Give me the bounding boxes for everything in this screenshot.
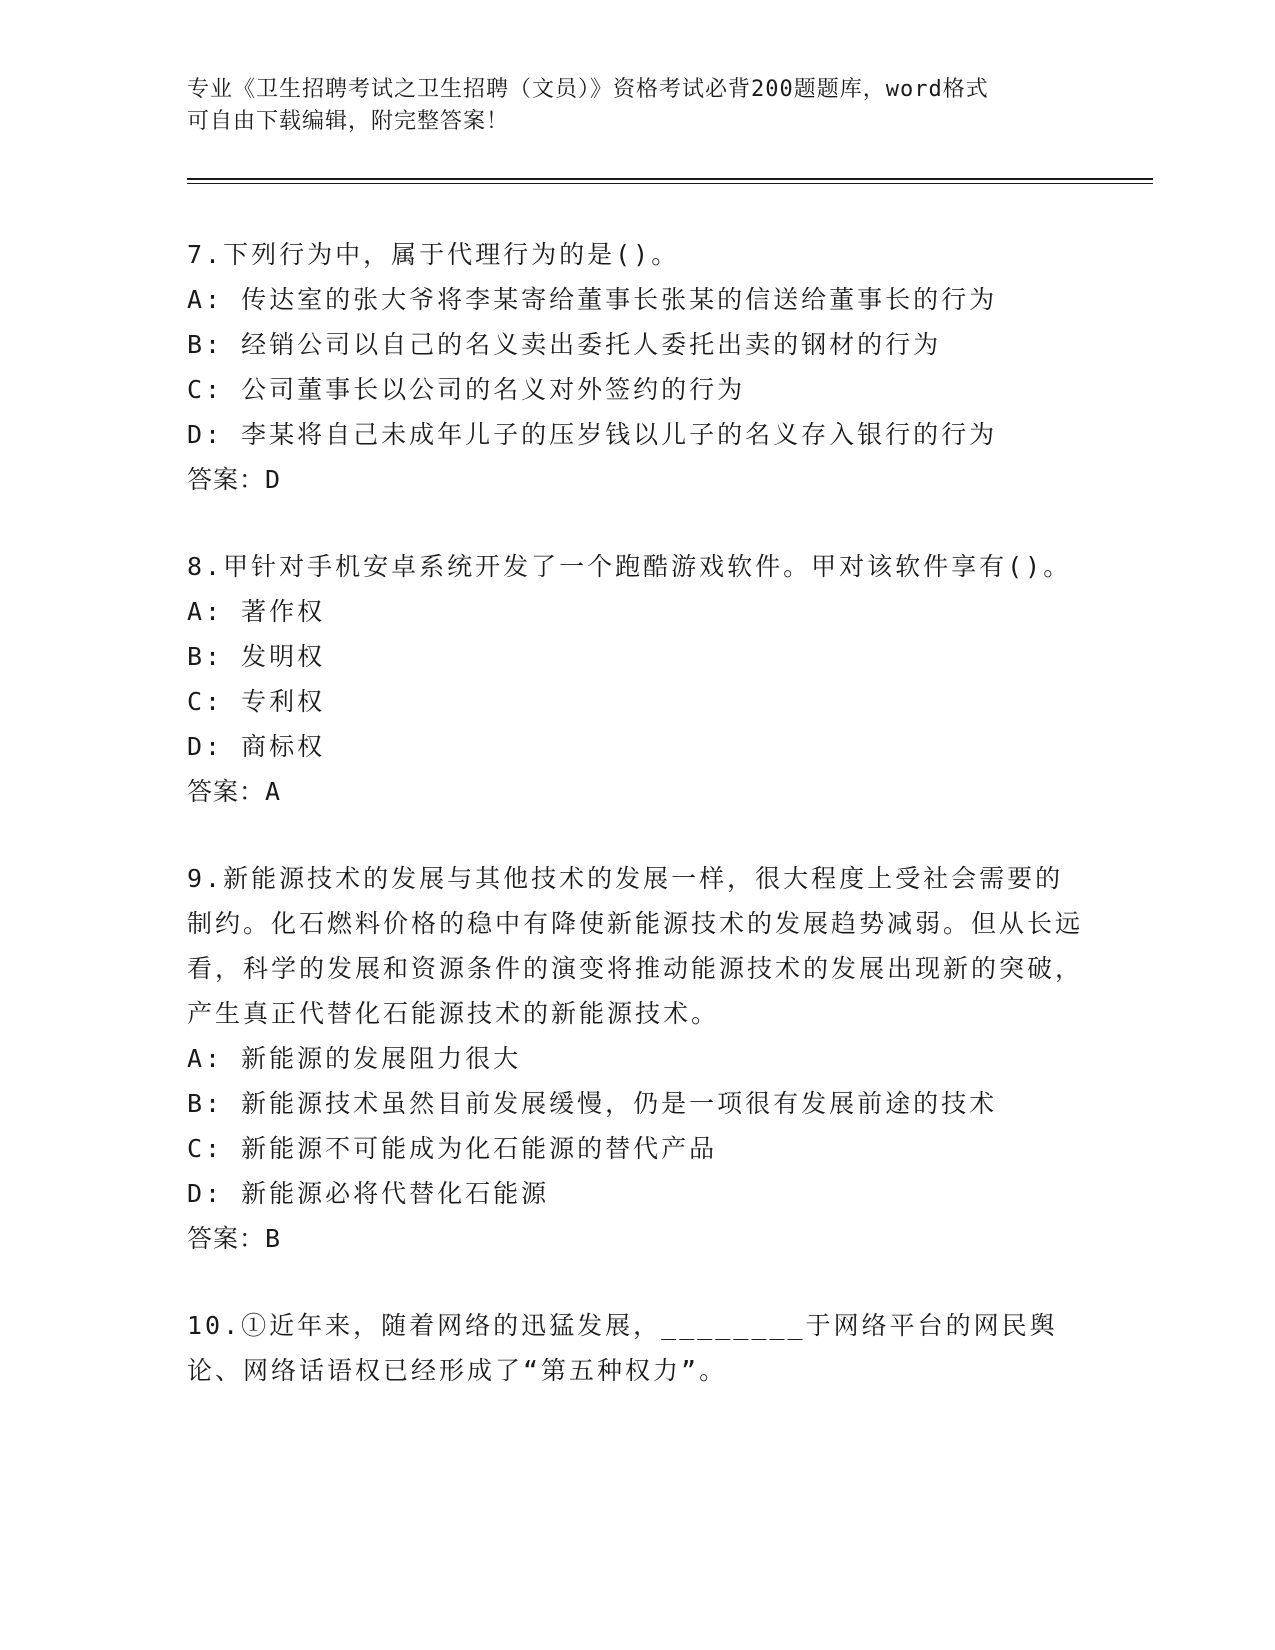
- option-b: B: 新能源技术虽然目前发展缓慢，仍是一项很有发展前途的技术: [187, 1089, 998, 1118]
- document-header: [187, 74, 1067, 138]
- header-divider-thick: [187, 178, 1153, 180]
- header-line-2: 可自由下载编辑，附完整答案！: [187, 109, 510, 134]
- option-d: D: 新能源必将代替化石能源: [187, 1179, 550, 1208]
- question-8: [187, 544, 1087, 814]
- option-b: B: 发明权: [187, 642, 326, 671]
- question-stem: 10.①近年来，随着网络的迅猛发展，________于网络平台的网民舆论、网络话语权已经形成了“第五种权力”。: [187, 1311, 1058, 1385]
- question-stem: 9.新能源技术的发展与其他技术的发展一样，很大程度上受社会需要的制约。化石燃料价格的稳中有降使新能源技术的发展趋势减弱。但从长远看，科学的发展和资源条件的演变将推动能源技术的发展出现新的突破，产生真正代替化石能源技术的新能源技术。: [187, 864, 1084, 1028]
- question-stem: 7.下列行为中，属于代理行为的是()。: [187, 240, 680, 269]
- question-10: [187, 1303, 1087, 1393]
- question-7: [187, 232, 1087, 502]
- answer-value: D: [265, 465, 282, 494]
- header-divider-thin: [187, 183, 1153, 184]
- question-list: [187, 232, 1087, 1435]
- option-a: A: 新能源的发展阻力很大: [187, 1044, 522, 1073]
- option-d: D: 李某将自己未成年儿子的压岁钱以儿子的名义存入银行的行为: [187, 420, 998, 449]
- answer-line: [187, 769, 1087, 814]
- answer-line: [187, 1216, 1087, 1261]
- answer-label: 答案：: [187, 777, 266, 806]
- question-9: [187, 856, 1087, 1261]
- header-line-1: 专业《卫生招聘考试之卫生招聘（文员）》资格考试必背200题题库，word格式: [187, 77, 989, 102]
- option-a: A: 传达室的张大爷将李某寄给董事长张某的信送给董事长的行为: [187, 285, 998, 314]
- answer-label: 答案：: [187, 465, 266, 494]
- option-c: C: 专利权: [187, 687, 326, 716]
- option-b: B: 经销公司以自己的名义卖出委托人委托出卖的钢材的行为: [187, 330, 942, 359]
- answer-value: B: [265, 1224, 282, 1253]
- question-stem: 8.甲针对手机安卓系统开发了一个跑酷游戏软件。甲对该软件享有()。: [187, 552, 1072, 581]
- answer-label: 答案：: [187, 1224, 266, 1253]
- option-d: D: 商标权: [187, 732, 326, 761]
- option-c: C: 新能源不可能成为化石能源的替代产品: [187, 1134, 718, 1163]
- option-c: C: 公司董事长以公司的名义对外签约的行为: [187, 375, 746, 404]
- answer-line: [187, 457, 1087, 502]
- answer-value: A: [265, 777, 282, 806]
- option-a: A: 著作权: [187, 597, 326, 626]
